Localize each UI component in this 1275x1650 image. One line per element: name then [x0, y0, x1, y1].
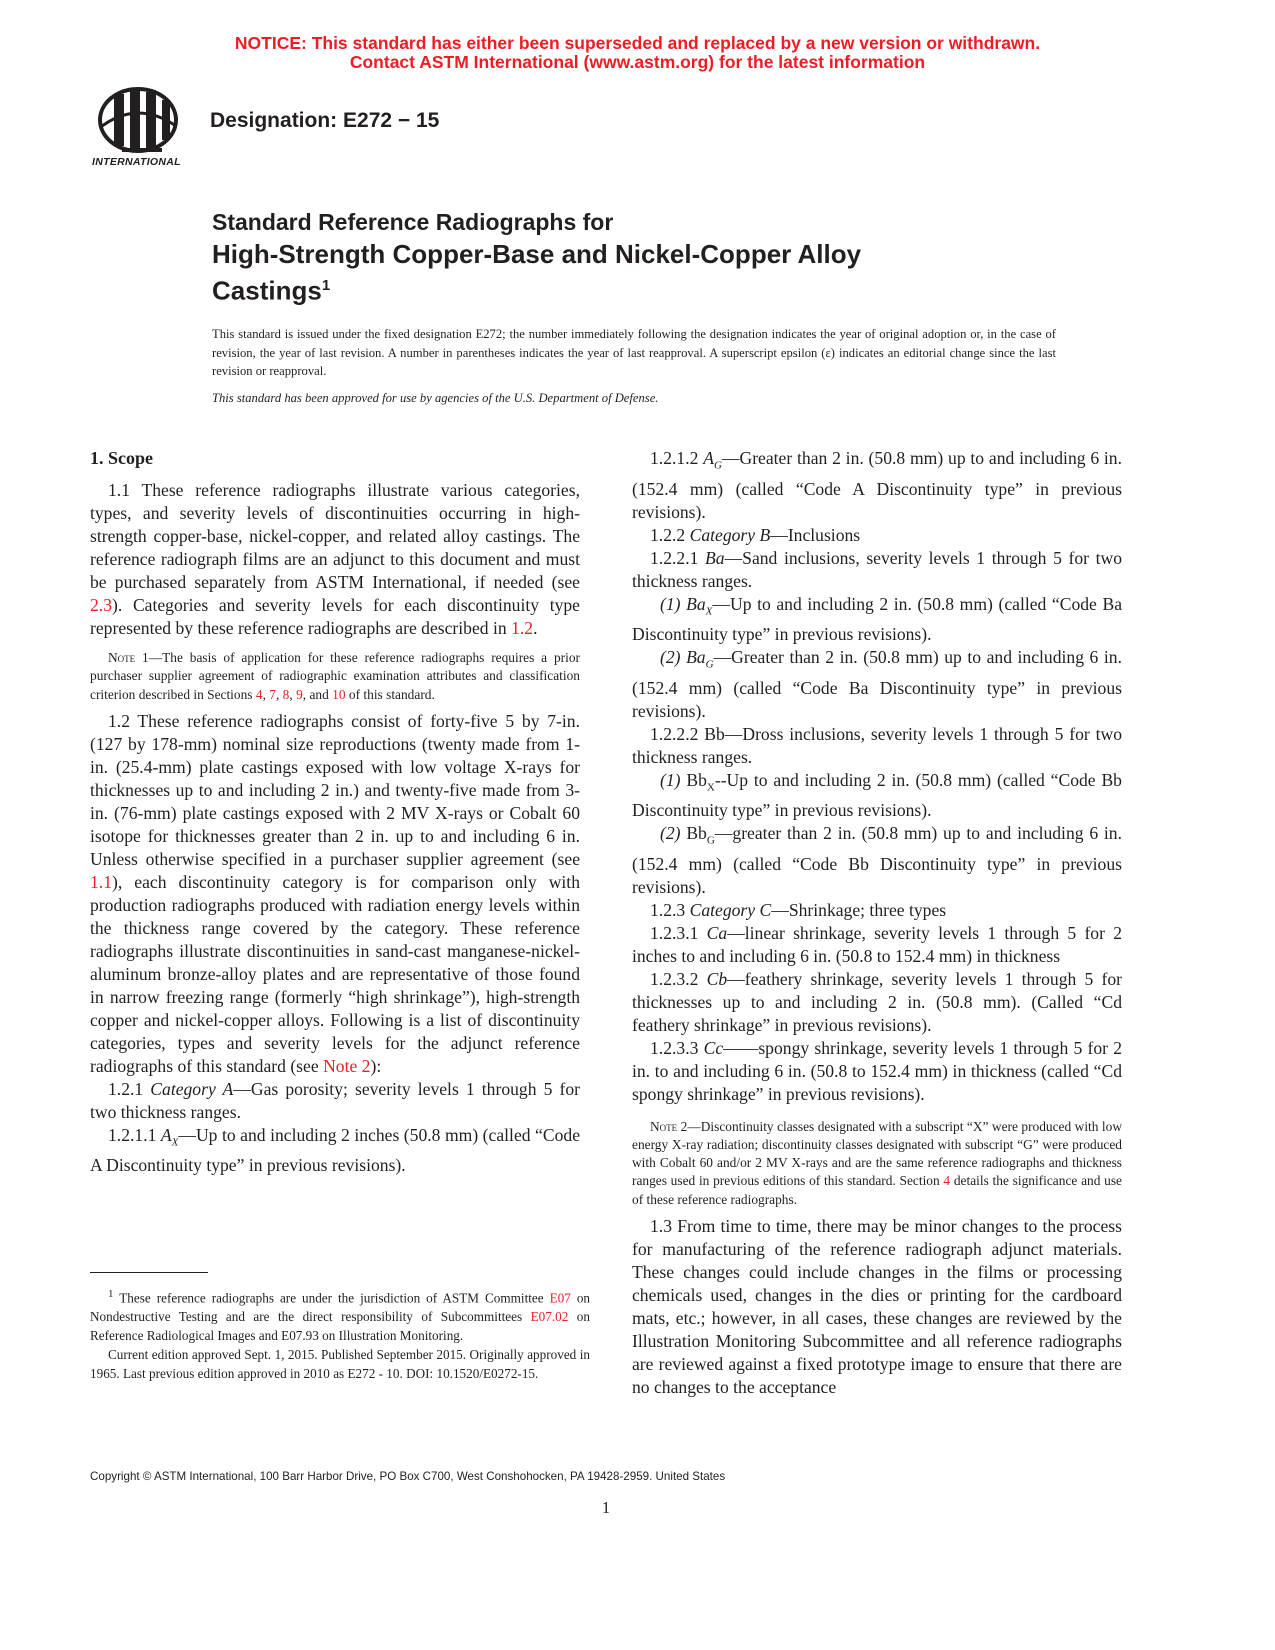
paragraph-1-2-1-1: [90, 1124, 580, 1178]
paragraph-1-2-2-2: 1.2.2.2 Bb—Dross inclusions, severity levels 1 through 5 for two thickness ranges.: [632, 723, 1122, 767]
page-title: [212, 206, 1112, 307]
ba-g-num: (2): [660, 647, 687, 668]
p1-2-1-2-num: 1.2.1.2: [650, 448, 704, 468]
footnote-1-text-a: These reference radiographs are under the jurisdiction of ASTM Committee: [113, 1290, 550, 1306]
p1-2-3-3-text: ——spongy shrinkage, severity levels 1 through 5 for 2 in. to and including 6 in. (50.8 to 152.4 mm) in thickness (called “Cd spongy shrinkage” in previous revisions).: [632, 1037, 1122, 1104]
ref-section-4-link[interactable]: 4: [255, 686, 263, 702]
astm-logo: [92, 86, 192, 172]
bb-x-subscript: X: [706, 781, 715, 794]
item-bb-g: [632, 822, 1122, 899]
footnote-1-text-c: on Reference Radiological Images and E07.93 on Illustration Monitoring.: [90, 1309, 590, 1343]
paragraph-1-2-1: [90, 1078, 580, 1124]
paragraph-1-1: [90, 479, 580, 640]
p1-2-1-2-text: —Greater than 2 in. (50.8 mm) up to and including 6 in. (152.4 mm) (called “Code A Discontinuity type” in previous revisions).: [632, 448, 1122, 522]
title-footnote-mark[interactable]: 1: [321, 277, 331, 294]
footnote-1-text-b: on Nondestructive Testing and are the direct responsibility of Subcommittees: [90, 1290, 591, 1325]
item-ba-x: [632, 593, 1122, 647]
p1-2-2-category: Category B: [689, 524, 771, 545]
p1-2-3-2-symbol: Cb: [706, 968, 728, 989]
ba-g-symbol: Ba: [686, 647, 706, 668]
item-ba-g: [632, 646, 1122, 723]
p1-2-3-1-text: —linear shrinkage, severity levels 1 through 5 for 2 inches to and including 6 in. (50.8 to 152.4 mm) in thickness: [632, 922, 1123, 966]
p1-2-3-2-num: 1.2.3.2: [650, 968, 707, 989]
copyright: Copyright © ASTM International, 100 Barr Harbor Drive, PO Box C700, West Conshohocken, PA 19428-2959. United States: [90, 1470, 726, 1483]
footnote-mark: 1: [108, 1288, 114, 1300]
paragraph-1-2-3-1: [632, 922, 1122, 968]
dod-statement: This standard has been approved for use by agencies of the U.S. Department of Defense.: [212, 391, 659, 405]
note-1-text: 1—The basis of application for these reference radiographs requires a prior purchaser supplier agreement of radiographic examination attributes and classification criterion described in Sections: [90, 650, 580, 702]
right-column: [632, 447, 1122, 1399]
p1-1-text: 1.1 These reference radiographs illustrate various categories, types, and severity levels of discontinuities occurring in high-strength copper-base, nickel-copper, and related alloy castings. The reference radiograph films are an adjunct to this document and must be purchased separately from ASTM International, if needed (see: [90, 480, 580, 592]
bb-g-symbol: Bb: [686, 823, 707, 844]
p1-2-mid: ), each discontinuity category is for comparison only with production radiographs produced with radiation energy levels within the thickness range covered by the category. These reference radiographs illustrate discontinuities in sand-cast manganese-nickel-aluminum bronze-alloy plates and are representative of those found in narrow freezing range (formerly “high shrinkage”), high-strength copper and nickel-copper alloys. Following is a list of discontinuity categories, types and severity levels for the adjunct reference radiographs of this standard (see: [90, 871, 580, 1076]
title-line-3: [212, 270, 1112, 307]
p1-2-end: ):: [370, 1055, 382, 1076]
title-line-1: Standard Reference Radiographs for: [212, 209, 614, 235]
p1-2-2-1-num: 1.2.2.1: [650, 547, 706, 568]
note-2: [632, 1118, 1122, 1209]
footnote: [90, 1285, 590, 1383]
committee-e07-link[interactable]: E07: [549, 1290, 571, 1306]
preamble: This standard is issued under the fixed designation E272; the number immediately following the designation indicates the year of original adoption or, in the case of revision, the year of last revision. A number in parentheses indicates the year of last reapproval. A superscript epsilon (ε) indicates an editorial change since the last revision or reapproval.: [212, 327, 1056, 378]
ref-note-2-link[interactable]: Note 2: [323, 1055, 371, 1076]
p1-2-2-text: —Inclusions: [770, 524, 861, 545]
footnote-divider: [90, 1272, 208, 1273]
p1-2-1-2-subscript: G: [713, 459, 722, 472]
note-2-label: Note: [650, 1118, 678, 1134]
ref-section-7-link[interactable]: 7: [269, 686, 276, 702]
ba-x-symbol: Ba: [686, 593, 706, 614]
p1-1-mid: ). Categories and severity levels for each discontinuity type represented by these reference radiographs are described in: [90, 595, 580, 638]
ref-2-3-link[interactable]: 2.3: [90, 595, 112, 615]
footnote-1: [90, 1285, 590, 1346]
ba-g-subscript: G: [705, 658, 714, 671]
paragraph-1-3: 1.3 From time to time, there may be minor changes to the process for manufacturing of the reference radiograph adjunct materials. These changes could include changes in the films or processing chemicals used, changes in the dies or printing for the cardboard mats, etc.; however, in all cases, these changes are reviewed by the Illustration Monitoring Subcommittee and all reference radiographs are reviewed against a fixed prototype image to ensure that there are no changes to the acceptance: [632, 1216, 1122, 1398]
bb-g-subscript: G: [706, 834, 715, 847]
ref-1-2-link[interactable]: 1.2: [511, 618, 534, 638]
left-column: [90, 447, 580, 1177]
paragraph-1-2-3: [632, 899, 1122, 922]
p1-2-3-1-num: 1.2.3.1: [650, 922, 707, 943]
subcommittee-e07-02-link[interactable]: E07.02: [530, 1309, 569, 1325]
bb-x-text: --Up to and including 2 in. (50.8 mm) (called “Code Bb Discontinuity type” in previous revisions).: [632, 769, 1122, 821]
footnote-edition-info: Current edition approved Sept. 1, 2015. Published September 2015. Originally approved in 1965. Last previous edition approved in 2010 as E272 - 10. DOI: 10.1520/E0272-15.: [90, 1346, 590, 1381]
designation: Designation: E272 − 15: [210, 109, 440, 132]
p1-2-2-1-text: —Sand inclusions, severity levels 1 through 5 for two thickness ranges.: [632, 547, 1123, 591]
p1-2-3-num: 1.2.3: [650, 899, 690, 920]
p1-2-1-1-subscript: X: [171, 1136, 179, 1149]
page-number: 1: [601, 1498, 611, 1517]
title-line-2: High-Strength Copper-Base and Nickel-Copper Alloy: [212, 239, 862, 269]
p1-2-3-1-symbol: Ca: [706, 922, 728, 943]
bb-x-symbol: Bb: [686, 769, 707, 790]
paragraph-1-2-1-2: [632, 447, 1122, 524]
p1-2-1-text: —Gas porosity; severity levels 1 through 5 for two thickness ranges.: [90, 1078, 580, 1122]
p1-2-1-num: 1.2.1: [108, 1078, 151, 1099]
notice-line-1: NOTICE: This standard has either been superseded and replaced by a new version or withdrawn.: [234, 33, 1041, 53]
p1-2-1-1-symbol: A: [160, 1124, 172, 1145]
p1-2-3-3-symbol: Cc: [703, 1037, 724, 1058]
note-2-text: 2—Discontinuity classes designated with a subscript “X” were produced with low energy X-ray radiation; discontinuity classes designated with subscript “G” were produced with Cobalt 60 and/or 2 MV X-rays and are the same reference radiographs and thickness ranges used in previous editions of this standard. Section: [632, 1118, 1122, 1189]
ref-section-4-link-2[interactable]: 4: [943, 1173, 951, 1189]
ref-section-10-link[interactable]: 10: [332, 686, 346, 702]
notice-line-2: Contact ASTM International (www.astm.org) for the latest information: [349, 52, 926, 72]
ba-g-text: —Greater than 2 in. (50.8 mm) up to and including 6 in. (152.4 mm) (called “Code Ba Discontinuity type” in previous revisions).: [632, 647, 1122, 721]
note-1: Note 1—The basis of application for these reference radiographs requires a prior purchaser supplier agreement of radiographic examination attributes and classification criterion described in Sections 4, 7, 8, 9, and 10 of this standard.: [90, 650, 580, 702]
paragraph-1-2-3-2: [632, 968, 1122, 1037]
ba-x-num: (1): [660, 593, 687, 614]
title-line-3-text: Castings: [212, 275, 322, 306]
ba-x-subscript: X: [705, 605, 713, 618]
p1-2-3-category: Category C: [689, 899, 772, 920]
p1-2-2-num: 1.2.2: [650, 524, 690, 545]
ref-1-1-link[interactable]: 1.1: [90, 871, 112, 892]
p1-2-1-category: Category A: [150, 1078, 234, 1099]
bb-g-num: (2): [660, 823, 687, 844]
p1-2-1-2-symbol: A: [703, 448, 714, 468]
paragraph-1-2-2: [632, 524, 1122, 547]
paragraph-1-2-3-3: [632, 1037, 1122, 1106]
section-heading-scope: 1. Scope: [90, 448, 153, 468]
supersession-notice: [0, 34, 1275, 72]
p1-2-1-1-text: —Up to and including 2 inches (50.8 mm) (called “Code A Discontinuity type” in previous revisions).: [90, 1124, 580, 1176]
p1-2-3-3-num: 1.2.3.3: [650, 1037, 704, 1058]
item-bb-x: [632, 769, 1122, 823]
paragraph-1-2: [90, 710, 580, 1078]
p1-2-text: 1.2 These reference radiographs consist of forty-five 5 by 7-in. (127 by 178-mm) nominal size reproductions (twenty made from 1-in. (25.4-mm) plate castings exposed with low voltage X-rays for thicknesses up to and including 2 in.) and twenty-five made from 3-in. (76-mm) plate castings exposed with 2 MV X-rays or Cobalt 60 isotope for thicknesses greater than 2 in. up to and including 6 in. Unless otherwise specified in a purchaser supplier agreement (see: [90, 710, 580, 869]
p1-2-2-1-symbol: Ba: [705, 547, 725, 568]
p1-2-3-2-text: —feathery shrinkage, severity levels 1 through 5 for thicknesses up to and including 2 in. (50.8 mm). (Called “Cd feathery shrinkage” in previous revisions).: [632, 968, 1122, 1035]
p1-2-3-text: —Shrinkage; three types: [771, 899, 947, 920]
ba-x-text: —Up to and including 2 in. (50.8 mm) (called “Code Ba Discontinuity type” in previous revisions).: [632, 593, 1122, 645]
logo-text: INTERNATIONAL: [92, 156, 181, 168]
bb-g-text: —greater than 2 in. (50.8 mm) up to and including 6 in. (152.4 mm) (called “Code Bb Discontinuity type” in previous revisions).: [632, 823, 1122, 897]
note-1-end: of this standard.: [345, 686, 435, 702]
note-2-end: details the significance and use of these reference radiographs.: [632, 1173, 1122, 1207]
p1-1-end: .: [533, 618, 538, 638]
paragraph-1-2-2-1: [632, 547, 1122, 593]
bb-x-num: (1): [660, 769, 687, 790]
p1-2-1-1-num: 1.2.1.1: [108, 1124, 161, 1145]
note-1-label: Note: [108, 650, 136, 665]
ref-section-9-link[interactable]: 9: [296, 686, 303, 702]
ref-section-8-link[interactable]: 8: [282, 686, 290, 702]
